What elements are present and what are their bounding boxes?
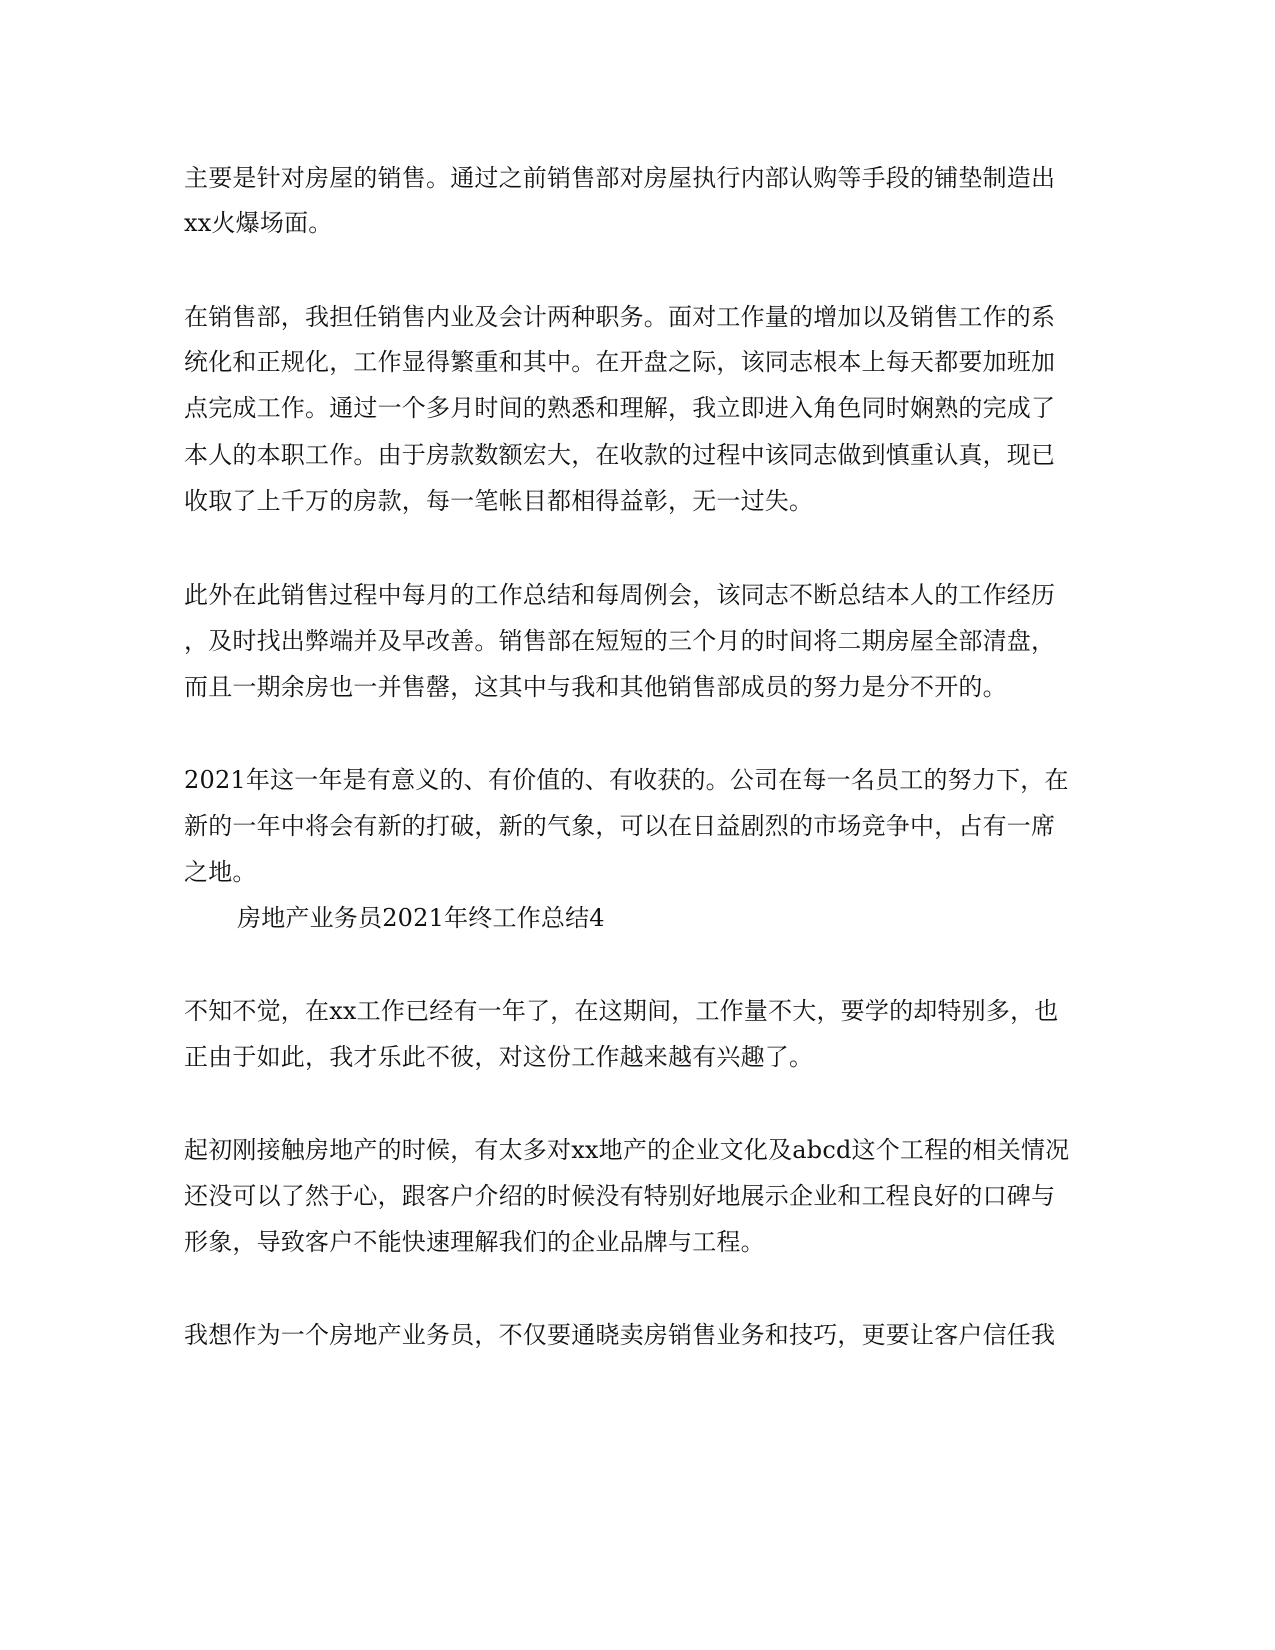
text-line: 2021年这一年是有意义的、有价值的、有收获的。公司在每一名员工的努力下，在 [184, 766, 1069, 794]
text-line: 正由于如此，我才乐此不彼，对这份工作越来越有兴趣了。 [184, 1043, 814, 1071]
text-line: 点完成工作。通过一个多月时间的熟悉和理解，我立即进入角色同时娴熟的完成了 [184, 394, 1056, 422]
text-line: 主要是针对房屋的销售。通过之前销售部对房屋执行内部认购等手段的铺垫制造出 [184, 164, 1056, 192]
text-line: 我想作为一个房地产业务员，不仅要通晓卖房销售业务和技巧，更要让客户信任我 [184, 1321, 1056, 1349]
section-heading: 房地产业务员2021年终工作总结4 [237, 904, 605, 932]
text-line: 而且一期余房也一并售罄，这其中与我和其他销售部成员的努力是分不开的。 [184, 673, 1007, 701]
text-line: ，及时找出弊端并及早改善。销售部在短短的三个月的时间将二期房屋全部清盘， [184, 627, 1056, 655]
text-line: 此外在此销售过程中每月的工作总结和每周例会，该同志不断总结本人的工作经历 [184, 581, 1056, 609]
text-line: 不知不觉，在xx工作已经有一年了，在这期间，工作量不大，要学的却特别多，也 [184, 997, 1059, 1025]
text-line: 新的一年中将会有新的打破，新的气象，可以在日益剧烈的市场竞争中，占有一席 [184, 812, 1056, 840]
text-line: 统化和正规化，工作显得繁重和其中。在开盘之际，该同志根本上每天都要加班加 [184, 348, 1056, 376]
text-line: 之地。 [184, 858, 257, 886]
text-line: 收取了上千万的房款，每一笔帐目都相得益彰，无一过失。 [184, 487, 814, 515]
text-line: xx火爆场面。 [184, 209, 333, 237]
text-line: 在销售部，我担任销售内业及会计两种职务。面对工作量的增加以及销售工作的系 [184, 303, 1056, 331]
text-line: 还没可以了然于心，跟客户介绍的时候没有特别好地展示企业和工程良好的口碑与 [184, 1182, 1056, 1210]
text-line: 形象，导致客户不能快速理解我们的企业品牌与工程。 [184, 1228, 765, 1256]
text-line: 起初刚接触房地产的时候，有太多对xx地产的企业文化及abcd这个工程的相关情况 [184, 1136, 1070, 1164]
text-line: 本人的本职工作。由于房款数额宏大，在收款的过程中该同志做到慎重认真，现已 [184, 441, 1056, 469]
